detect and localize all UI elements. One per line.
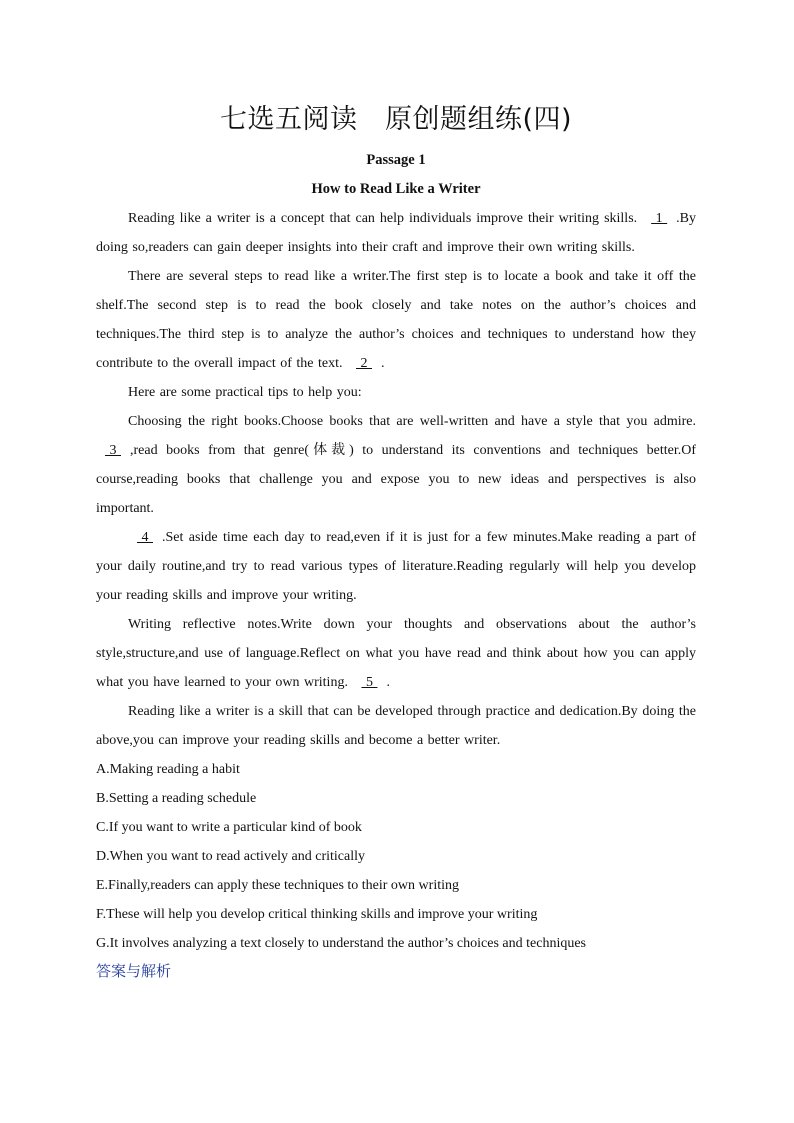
paragraph-text: Reading like a writer is a concept that can help individuals improve their writing skills. <box>128 211 643 226</box>
option-a: A.Making reading a habit <box>96 762 240 777</box>
option-e: E.Finally,readers can apply these techniques to their own writing <box>96 878 459 893</box>
document-page <box>96 100 696 984</box>
paragraph-text: Choosing the right books.Choose books that are well-written and have a style that you admire. <box>128 414 696 429</box>
paragraph-2 <box>96 262 696 378</box>
paragraph-text: . <box>386 675 390 690</box>
blank-5: 5 <box>361 675 378 690</box>
options-list <box>96 755 696 958</box>
option-g: G.It involves analyzing a text closely to understand the author’s choices and techniques <box>96 936 586 951</box>
paragraph-text: .By doing so,readers can gain deeper insights into their craft and improve their own writing skills. <box>96 211 696 255</box>
paragraph-5 <box>96 523 696 610</box>
passage-title: How to Read Like a Writer <box>311 181 481 197</box>
paragraph-text: There are several steps to read like a writer.The first step is to locate a book and take it off the shelf.The second step is to read the book closely and take notes on the author’s choices and techniques.The third step is to analyze the author’s choices and techniques to understand how they contribute to the overall impact of the text. <box>96 269 696 371</box>
option-f: F.These will help you develop critical thinking skills and improve your writing <box>96 907 538 922</box>
paragraph-text: Writing reflective notes.Write down your thoughts and observations about the author’s style,structure,and use of language.Reflect on what you have read and think about how you can apply what you have learned to your own writing. <box>96 617 696 690</box>
paragraph-text: ,read books from that genre(体裁) to understand its conventions and techniques better.Of course,reading books that challenge you and expose you to new ideas and perspectives is also important. <box>96 443 696 516</box>
page-title: 七选五阅读 原创题组练(四) <box>219 104 573 135</box>
paragraph-3: Here are some practical tips to help you: <box>128 385 362 400</box>
blank-2: 2 <box>355 356 372 371</box>
paragraph-4 <box>96 407 696 523</box>
answer-heading: 答案与解析 <box>96 962 172 980</box>
paragraph-7: Reading like a writer is a skill that can be developed through practice and dedication.By doing the above,you can improve your reading skills and become a better writer. <box>96 704 696 748</box>
paragraph-1 <box>96 204 696 262</box>
blank-3: 3 <box>105 443 121 458</box>
paragraph-text: . <box>380 356 385 371</box>
paragraph-6 <box>96 610 696 697</box>
blank-1: 1 <box>651 211 668 226</box>
option-b: B.Setting a reading schedule <box>96 791 257 806</box>
option-d: D.When you want to read actively and critically <box>96 849 366 864</box>
option-c: C.If you want to write a particular kind of book <box>96 820 362 835</box>
paragraph-text: .Set aside time each day to read,even if it is just for a few minutes.Make reading a part of your daily routine,and try to read various types of literature.Reading regularly will help you develop your reading skills and improve your writing. <box>96 530 696 603</box>
blank-4: 4 <box>137 530 153 545</box>
passage-label: Passage 1 <box>366 152 426 168</box>
